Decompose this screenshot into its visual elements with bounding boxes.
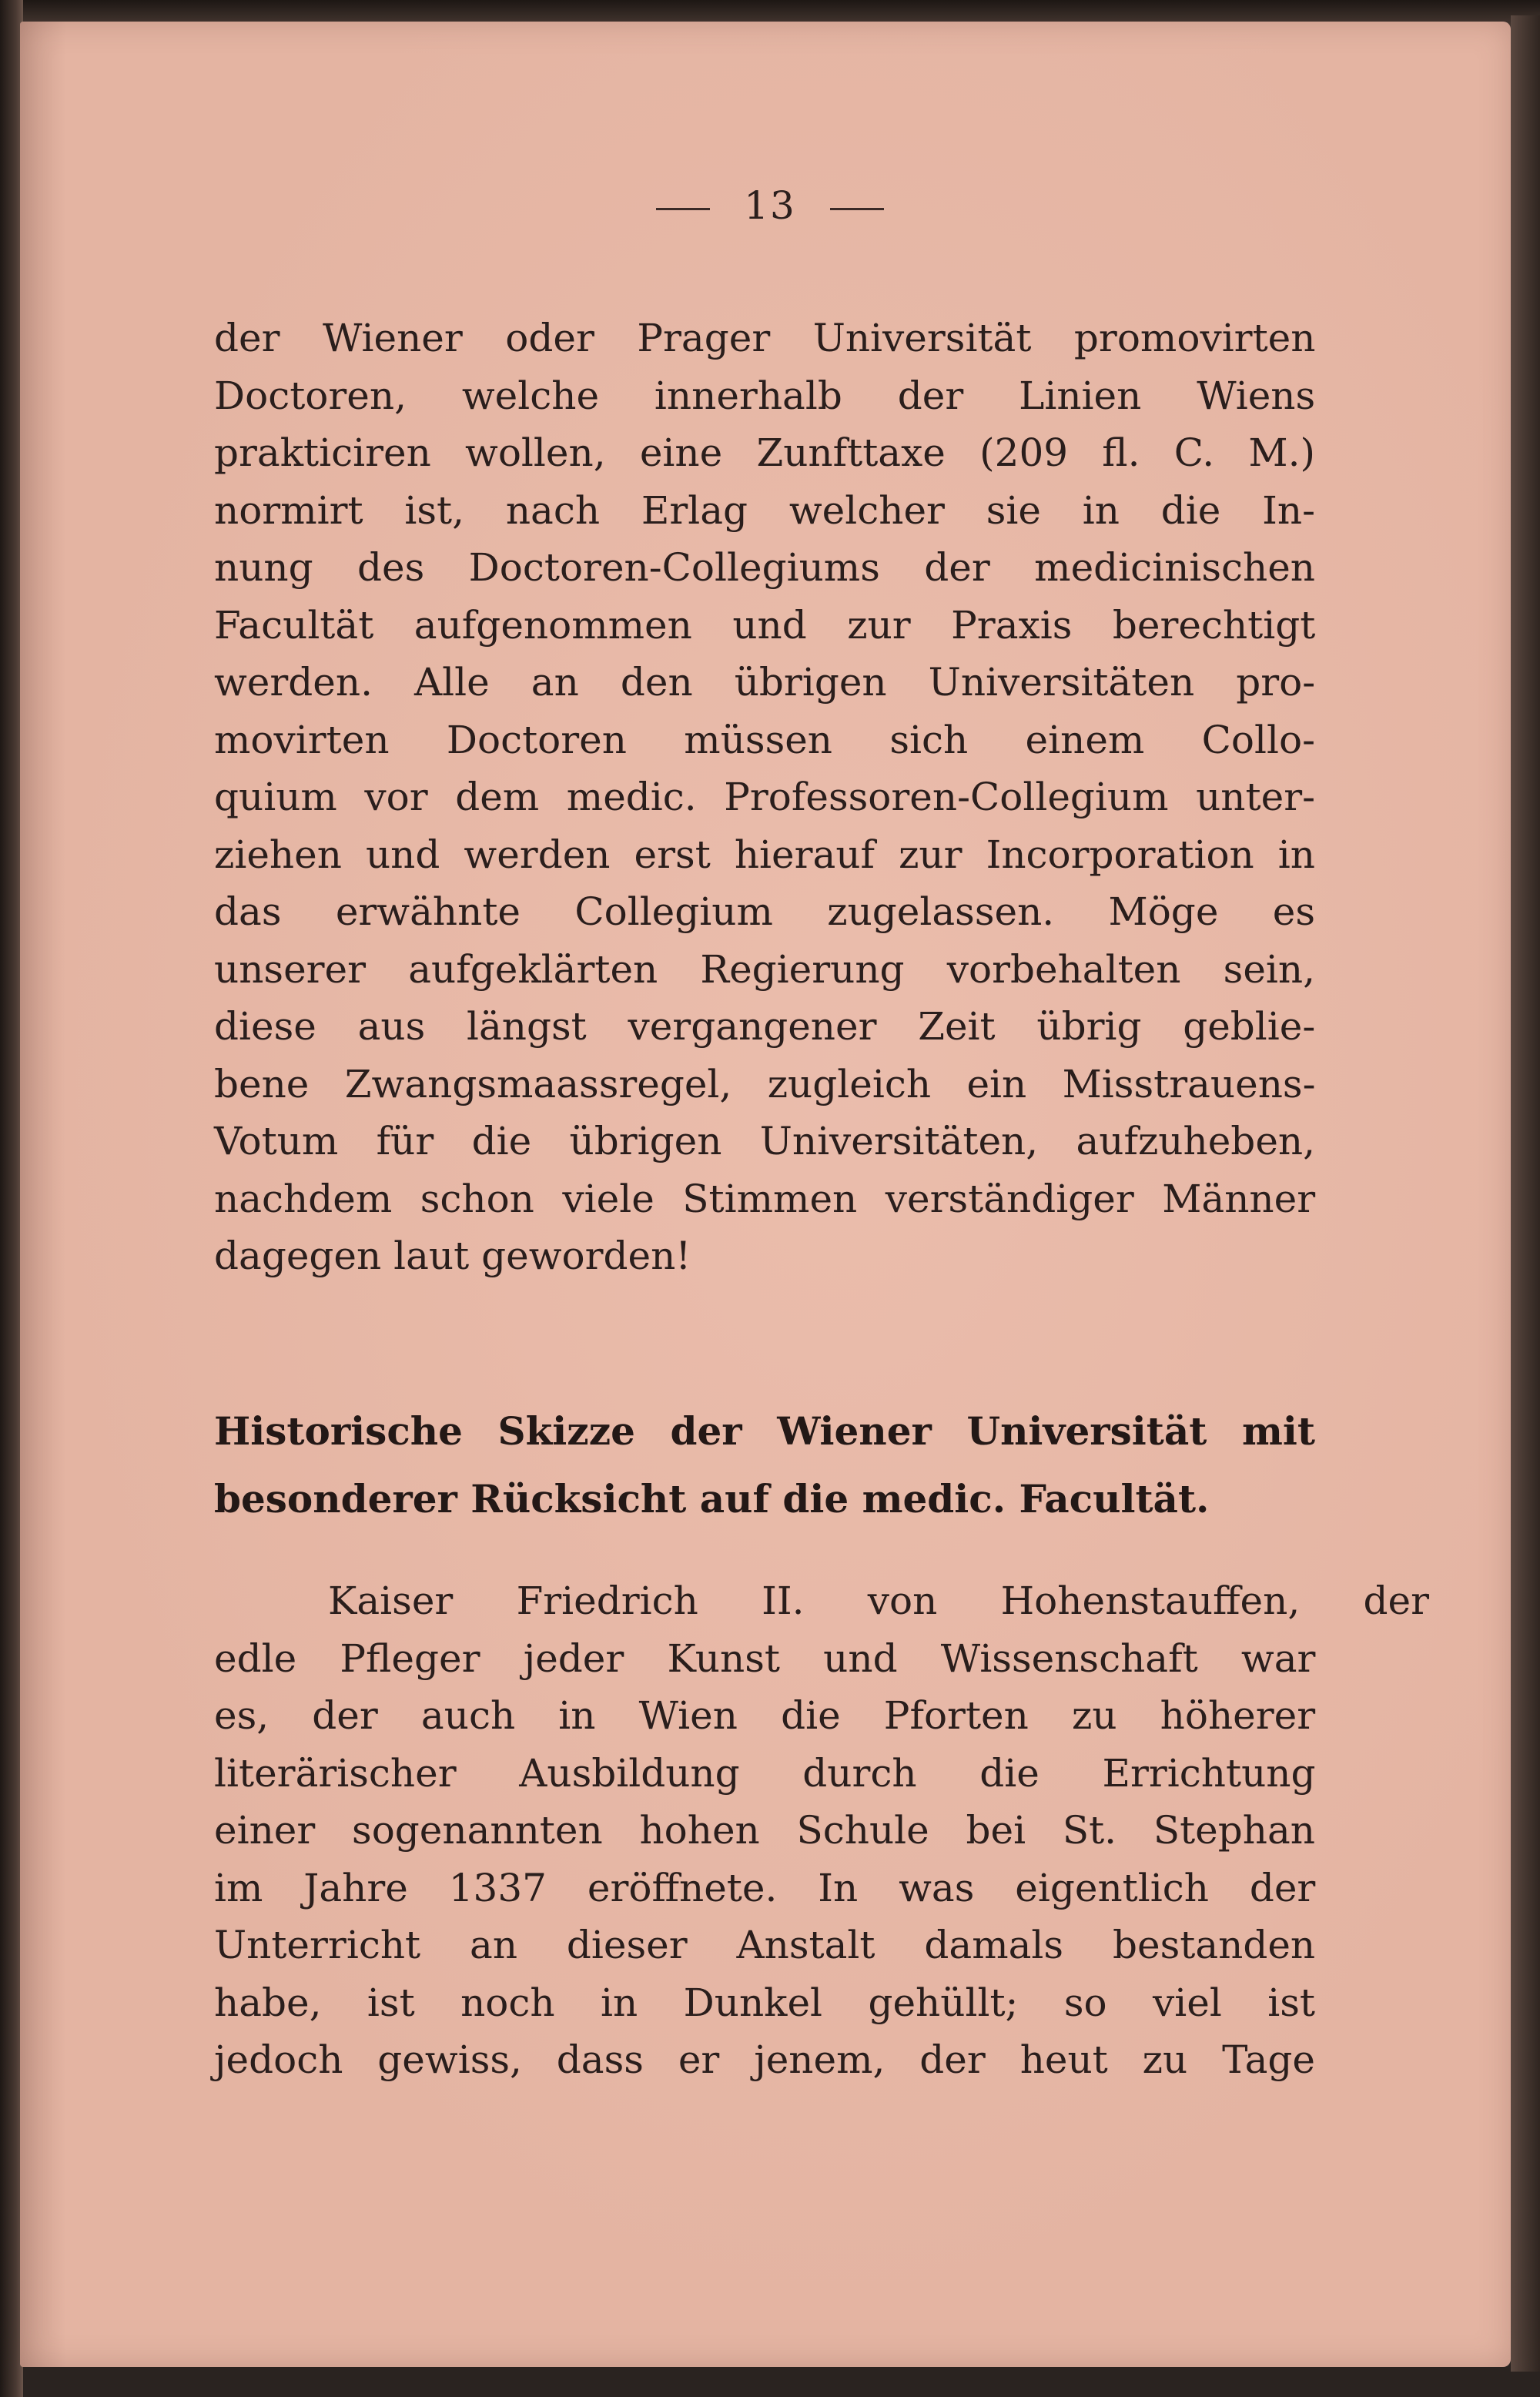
text-line: bene Zwangsmaassregel, zugleich ein Misstrauens- <box>214 1061 1316 1106</box>
dash-left <box>656 208 710 210</box>
text-line: edle Pfleger jeder Kunst und Wissenschaft war <box>214 1635 1316 1681</box>
text-line: literärischer Ausbildung durch die Errichtung <box>214 1750 1316 1796</box>
text-line: Doctoren, welche innerhalb der Linien Wiens <box>214 373 1316 418</box>
text-line: das erwähnte Collegium zugelassen. Möge es <box>214 889 1315 934</box>
text-line: unserer aufgeklärten Regierung vorbehalten sein, <box>214 946 1315 992</box>
text-line: normirt ist, nach Erlag welcher sie in die In- <box>214 487 1315 533</box>
text-line: der Wiener oder Prager Universität promovirten <box>214 316 1316 360</box>
text-line: diese aus längst vergangener Zeit übrig geblie- <box>214 1004 1316 1049</box>
text-line: dagegen laut geworden! <box>214 1234 691 1278</box>
paragraph-2 <box>214 1572 1429 2089</box>
text-line: Votum für die übrigen Universitäten, aufzuheben, <box>214 1119 1315 1163</box>
text-line: nachdem schon viele Stimmen verständiger Männer <box>214 1176 1316 1221</box>
text-line: prakticiren wollen, eine Zunfttaxe (209 fl. C. M.) <box>214 430 1315 475</box>
heading-line: besonderer Rücksicht auf die medic. Facultät. <box>214 1476 1210 1522</box>
text-line: jedoch gewiss, dass er jenem, der heut zu Tage <box>214 2037 1315 2082</box>
heading-line: Historische Skizze der Wiener Universität mit <box>214 1408 1315 1454</box>
section-heading <box>214 1398 1315 1533</box>
text-line: im Jahre 1337 eröffnete. In was eigentlich der <box>214 1865 1316 1910</box>
text-line: nung des Doctoren-Collegiums der medicinischen <box>214 545 1315 590</box>
text-line: Kaiser Friedrich II. von Hohenstauffen, der <box>328 1578 1429 1623</box>
page-number: 13 <box>744 183 796 228</box>
text-line: quium vor dem medic. Professoren-Collegium unter- <box>214 775 1315 819</box>
text-line: werden. Alle an den übrigen Universitäten pro- <box>214 660 1316 705</box>
text-line: habe, ist noch in Dunkel gehüllt; so viel ist <box>214 1980 1315 2025</box>
dash-right <box>830 208 884 210</box>
paragraph-1 <box>214 310 1315 1285</box>
text-line: es, der auch in Wien die Pforten zu höherer <box>214 1693 1316 1738</box>
text-line: Facultät aufgenommen und zur Praxis berechtigt <box>214 602 1316 648</box>
page-edge <box>1511 15 1540 2372</box>
text-line: Unterricht an dieser Anstalt damals bestanden <box>214 1923 1316 1967</box>
text-line: einer sogenannten hohen Schule bei St. Stephan <box>214 1808 1315 1853</box>
text-line: ziehen und werden erst hierauf zur Incorporation in <box>214 832 1315 877</box>
text-line: movirten Doctoren müssen sich einem Collo- <box>214 717 1315 762</box>
page-number-header <box>0 183 1540 228</box>
